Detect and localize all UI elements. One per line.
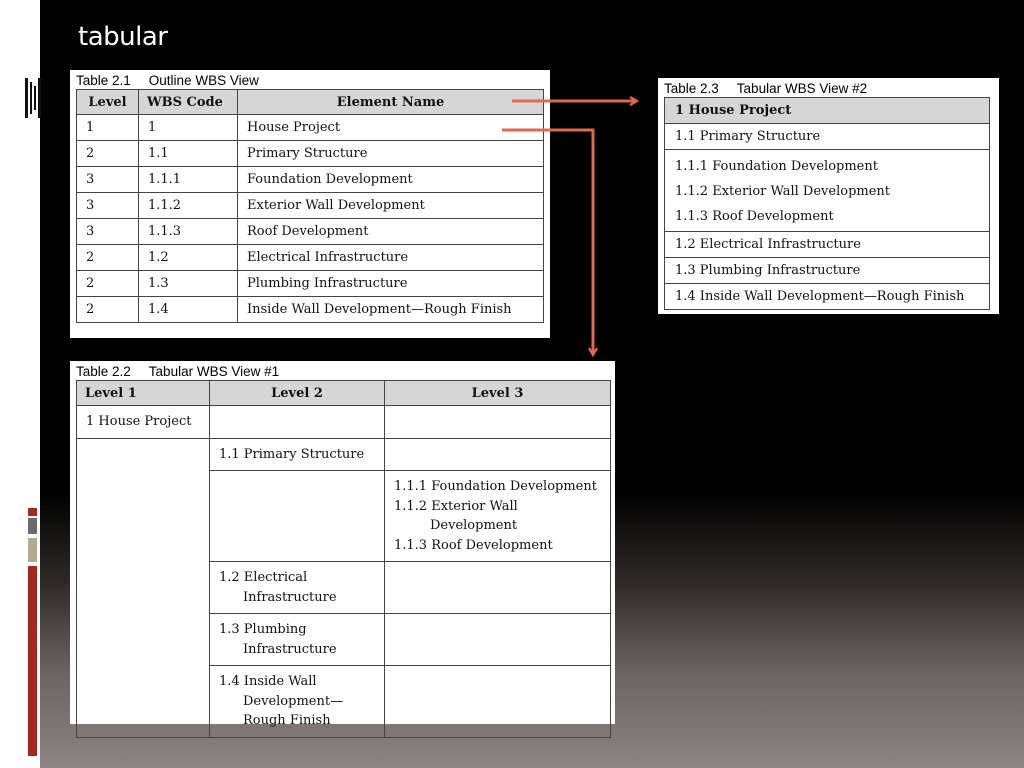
- cell-empty: [385, 614, 611, 666]
- cell-level-2: [210, 562, 385, 614]
- cell-level-1: 1 House Project: [77, 406, 210, 439]
- list-item: 1.1.1 Foundation Development: [675, 159, 878, 174]
- table-2-2-panel: [70, 361, 615, 728]
- column-header-level: Level: [77, 90, 139, 115]
- list-item: 1.1.2 Exterior Wall Development: [675, 184, 891, 199]
- column-header-level-1: Level 1: [77, 381, 210, 406]
- table-2-1-caption: [70, 70, 550, 89]
- list-item: 1.4 Inside Wall Development—Rough Finish: [665, 283, 989, 309]
- table-2-2-caption: [70, 361, 615, 380]
- cell-wbs-code: 1.1.2: [139, 193, 238, 219]
- list-item: 1.3 Plumbing Infrastructure: [665, 257, 989, 283]
- bar-tan: [28, 538, 37, 562]
- caption-number: Table 2.2: [76, 364, 131, 379]
- cell-empty: [385, 666, 611, 738]
- cell-level: 3: [77, 219, 139, 245]
- cell-level: 3: [77, 167, 139, 193]
- cell-element-name: Primary Structure: [238, 141, 544, 167]
- table-row: [77, 115, 544, 141]
- outline-wbs-table: [76, 89, 544, 323]
- tabular-wbs-view-1: [76, 380, 611, 738]
- cell-level: 2: [77, 297, 139, 323]
- table-row: [77, 193, 544, 219]
- column-header-level-2: Level 2: [210, 381, 385, 406]
- level-3-item: 1.1.2 Exterior Wall Development: [394, 498, 518, 533]
- cell-wbs-code: 1.1.1: [139, 167, 238, 193]
- bar-red-top: [28, 508, 37, 516]
- list-item-group: [665, 149, 989, 231]
- cell-level: 2: [77, 245, 139, 271]
- cell-empty: [385, 406, 611, 439]
- caption-number: Table 2.1: [76, 73, 131, 88]
- level-2-item: 1.2 Electrical Infrastructure: [219, 570, 337, 605]
- column-header-element-name: Element Name: [238, 90, 544, 115]
- cell-wbs-code: 1.1: [139, 141, 238, 167]
- cell-empty: [77, 438, 210, 737]
- cell-level-2: [210, 614, 385, 666]
- cell-level: 2: [77, 271, 139, 297]
- cell-wbs-code: 1: [139, 115, 238, 141]
- caption-number: Table 2.3: [664, 81, 719, 96]
- cell-level: 1: [77, 115, 139, 141]
- table-header-row: 1 House Project: [665, 98, 989, 123]
- bar-red-long: [28, 566, 37, 756]
- table-row: [77, 219, 544, 245]
- cell-wbs-code: 1.3: [139, 271, 238, 297]
- cell-wbs-code: 1.4: [139, 297, 238, 323]
- cell-wbs-code: 1.2: [139, 245, 238, 271]
- caption-text: Tabular WBS View #2: [736, 81, 868, 96]
- cell-element-name: Electrical Infrastructure: [238, 245, 544, 271]
- table-row: [77, 167, 544, 193]
- cell-level: 3: [77, 193, 139, 219]
- table-row: [77, 271, 544, 297]
- table-row: [77, 297, 544, 323]
- cell-empty: [385, 438, 611, 471]
- table-row: [77, 245, 544, 271]
- table-header-row: [77, 381, 611, 406]
- cell-level-3: [385, 471, 611, 562]
- caption-text: Outline WBS View: [148, 73, 259, 88]
- table-row: [77, 438, 611, 471]
- cell-level-2: 1.1 Primary Structure: [210, 438, 385, 471]
- cell-wbs-code: 1.1.3: [139, 219, 238, 245]
- cell-level-2: [210, 666, 385, 738]
- cell-element-name: Plumbing Infrastructure: [238, 271, 544, 297]
- bar-gray: [28, 518, 37, 534]
- tabular-wbs-view-2: [664, 97, 990, 310]
- level-3-item: 1.1.1 Foundation Development: [394, 479, 597, 494]
- table-header-row: [77, 90, 544, 115]
- list-item: 1.1 Primary Structure: [665, 123, 989, 149]
- cell-empty: [210, 406, 385, 439]
- table-row: [77, 406, 611, 439]
- cell-empty: [210, 471, 385, 562]
- list-item: 1.2 Electrical Infrastructure: [665, 231, 989, 257]
- level-3-item: 1.1.3 Roof Development: [394, 537, 553, 553]
- caption-text: Tabular WBS View #1: [148, 364, 280, 379]
- level-2-item: 1.3 Plumbing Infrastructure: [219, 622, 337, 657]
- table-2-3-caption: [658, 78, 999, 97]
- table-2-3-panel: [658, 78, 999, 314]
- cell-level: 2: [77, 141, 139, 167]
- cell-element-name: Foundation Development: [238, 167, 544, 193]
- list-item: 1.1.3 Roof Development: [675, 209, 834, 224]
- bracket-glyph-icon: [24, 78, 44, 118]
- cell-element-name: Roof Development: [238, 219, 544, 245]
- table-2-1-panel: [70, 70, 550, 338]
- cell-element-name: House Project: [238, 115, 544, 141]
- table-row: [77, 141, 544, 167]
- cell-element-name: Exterior Wall Development: [238, 193, 544, 219]
- column-header-wbs-code: WBS Code: [139, 90, 238, 115]
- slide-title: tabular: [78, 22, 168, 52]
- cell-element-name: Inside Wall Development—Rough Finish: [238, 297, 544, 323]
- column-header-level-3: Level 3: [385, 381, 611, 406]
- cell-empty: [385, 562, 611, 614]
- level-2-item: 1.4 Inside Wall Development—Rough Finish: [219, 674, 344, 728]
